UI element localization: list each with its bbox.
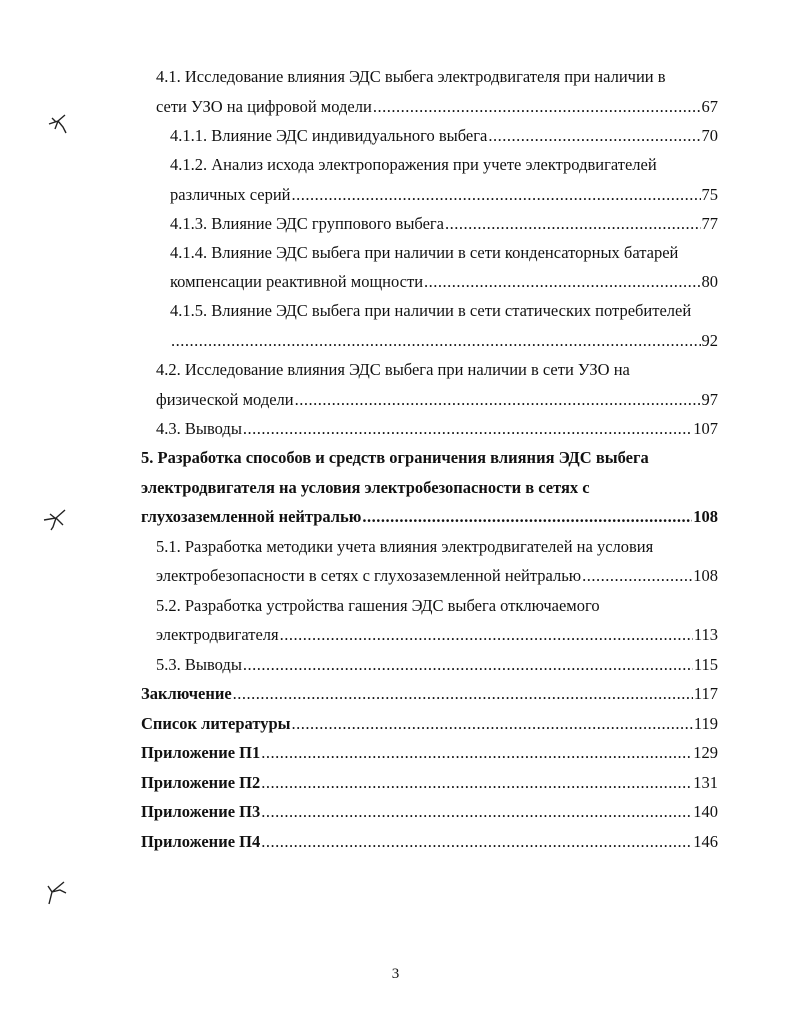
toc-page-number: 146 bbox=[693, 832, 718, 851]
toc-entry-5-line1: 5. Разработка способов и средств ограничения влияния ЭДС выбега bbox=[141, 448, 649, 467]
leader-dots bbox=[424, 270, 700, 294]
toc-page-number: 75 bbox=[701, 185, 718, 204]
toc-entry-4-1[interactable] bbox=[156, 95, 718, 119]
toc-page-number: 129 bbox=[693, 743, 718, 762]
leader-dots bbox=[292, 712, 693, 736]
toc-entry-title: 5.3. Выводы bbox=[156, 655, 242, 674]
toc-entry-title: 4.1.1. Влияние ЭДС индивидуального выбега bbox=[170, 126, 488, 145]
toc-entry-4-1-1[interactable] bbox=[170, 124, 718, 148]
toc-entry-4-1-4-line1: 4.1.4. Влияние ЭДС выбега при наличии в сети конденсаторных батарей bbox=[170, 243, 679, 262]
toc-entry-4-1-2[interactable] bbox=[170, 183, 718, 207]
toc-entry-appendix-p1[interactable] bbox=[141, 741, 718, 765]
toc-entry-4-1-5-line1: 4.1.5. Влияние ЭДС выбега при наличии в сети статических потребителей bbox=[170, 301, 692, 320]
binding-mark-icon bbox=[42, 507, 72, 531]
leader-dots bbox=[243, 653, 693, 677]
toc-entry-title: электродвигателя bbox=[156, 625, 279, 644]
leader-dots bbox=[488, 124, 700, 148]
toc-entry-title: физической модели bbox=[156, 390, 294, 409]
leader-dots bbox=[261, 771, 692, 795]
toc-page-number: 67 bbox=[701, 97, 718, 116]
toc-entry-title: Приложение П3 bbox=[141, 802, 261, 821]
leader-dots bbox=[261, 830, 692, 854]
toc-entry-appendix-p4[interactable] bbox=[141, 830, 718, 854]
toc-page-number: 70 bbox=[701, 126, 718, 145]
toc-entry-5-2[interactable] bbox=[156, 623, 718, 647]
binding-mark-icon bbox=[44, 878, 70, 906]
toc-entry-title: Приложение П4 bbox=[141, 832, 261, 851]
toc-entry-5[interactable] bbox=[141, 505, 718, 529]
toc-entry-appendix-p3[interactable] bbox=[141, 800, 718, 824]
binding-mark-icon bbox=[46, 112, 72, 136]
toc-entry-5-1[interactable] bbox=[156, 564, 718, 588]
toc-entry-4-1-3[interactable] bbox=[170, 212, 718, 236]
toc-entry-title: глухозаземленной нейтралью bbox=[141, 507, 362, 526]
toc-page-number: 108 bbox=[693, 507, 718, 526]
toc-page-number: 97 bbox=[701, 390, 718, 409]
toc-entry-title: Список литературы bbox=[141, 714, 291, 733]
toc-entry-4-2[interactable] bbox=[156, 388, 718, 412]
toc-entry-5-1-line1: 5.1. Разработка методики учета влияния электродвигателей на условия bbox=[156, 537, 654, 556]
toc-page-number: 80 bbox=[701, 272, 718, 291]
toc-page-number: 115 bbox=[693, 655, 718, 674]
toc-page-number: 140 bbox=[693, 802, 718, 821]
toc-entry-4-1-4[interactable] bbox=[170, 270, 718, 294]
leader-dots bbox=[280, 623, 693, 647]
leader-dots bbox=[362, 505, 692, 529]
toc-entry-conclusion[interactable] bbox=[141, 682, 718, 706]
leader-dots bbox=[582, 564, 692, 588]
toc-page-number: 117 bbox=[693, 684, 718, 703]
toc-entry-5-2-line1: 5.2. Разработка устройства гашения ЭДС выбега отключаемого bbox=[156, 596, 600, 615]
toc-page-number: 77 bbox=[701, 214, 718, 233]
leader-dots bbox=[373, 95, 701, 119]
toc-entry-title: различных серий bbox=[170, 185, 291, 204]
toc-page-number: 92 bbox=[701, 331, 718, 350]
toc-entry-title: Заключение bbox=[141, 684, 232, 703]
toc-entry-title: 4.1.3. Влияние ЭДС группового выбега bbox=[170, 214, 444, 233]
toc-entry-title: компенсации реактивной мощности bbox=[170, 272, 424, 291]
leader-dots bbox=[171, 329, 701, 353]
toc-page-number: 119 bbox=[693, 714, 718, 733]
page-number: 3 bbox=[391, 966, 400, 982]
toc-entry-5-3[interactable] bbox=[156, 653, 718, 677]
toc-entry-5-line2: электродвигателя на условия электробезопасности в сетях с bbox=[141, 478, 590, 497]
toc-entry-4-1-line1: 4.1. Исследование влияния ЭДС выбега электродвигателя при наличии в bbox=[156, 67, 666, 86]
leader-dots bbox=[261, 741, 692, 765]
leader-dots bbox=[261, 800, 692, 824]
toc-entry-4-3[interactable] bbox=[156, 417, 718, 441]
leader-dots bbox=[233, 682, 693, 706]
toc-entry-appendix-p2[interactable] bbox=[141, 771, 718, 795]
toc-entry-references[interactable] bbox=[141, 712, 718, 736]
toc-entry-title: Приложение П2 bbox=[141, 773, 261, 792]
leader-dots bbox=[295, 388, 701, 412]
toc-entry-title: сети УЗО на цифровой модели bbox=[156, 97, 372, 116]
toc-entry-4-1-5[interactable] bbox=[170, 329, 718, 353]
toc-entry-title: 4.3. Выводы bbox=[156, 419, 242, 438]
leader-dots bbox=[445, 212, 701, 236]
leader-dots bbox=[243, 417, 692, 441]
toc-entry-4-1-2-line1: 4.1.2. Анализ исхода электропоражения при учете электродвигателей bbox=[170, 155, 657, 174]
toc-page-number: 107 bbox=[693, 419, 718, 438]
toc-page-number: 108 bbox=[693, 566, 718, 585]
leader-dots bbox=[292, 183, 701, 207]
toc-entry-title: Приложение П1 bbox=[141, 743, 261, 762]
toc-entry-4-2-line1: 4.2. Исследование влияния ЭДС выбега при наличии в сети УЗО на bbox=[156, 360, 630, 379]
toc-page-number: 131 bbox=[693, 773, 718, 792]
toc-page-number: 113 bbox=[693, 625, 718, 644]
toc-entry-title: электробезопасности в сетях с глухозаземленной нейтралью bbox=[156, 566, 582, 585]
